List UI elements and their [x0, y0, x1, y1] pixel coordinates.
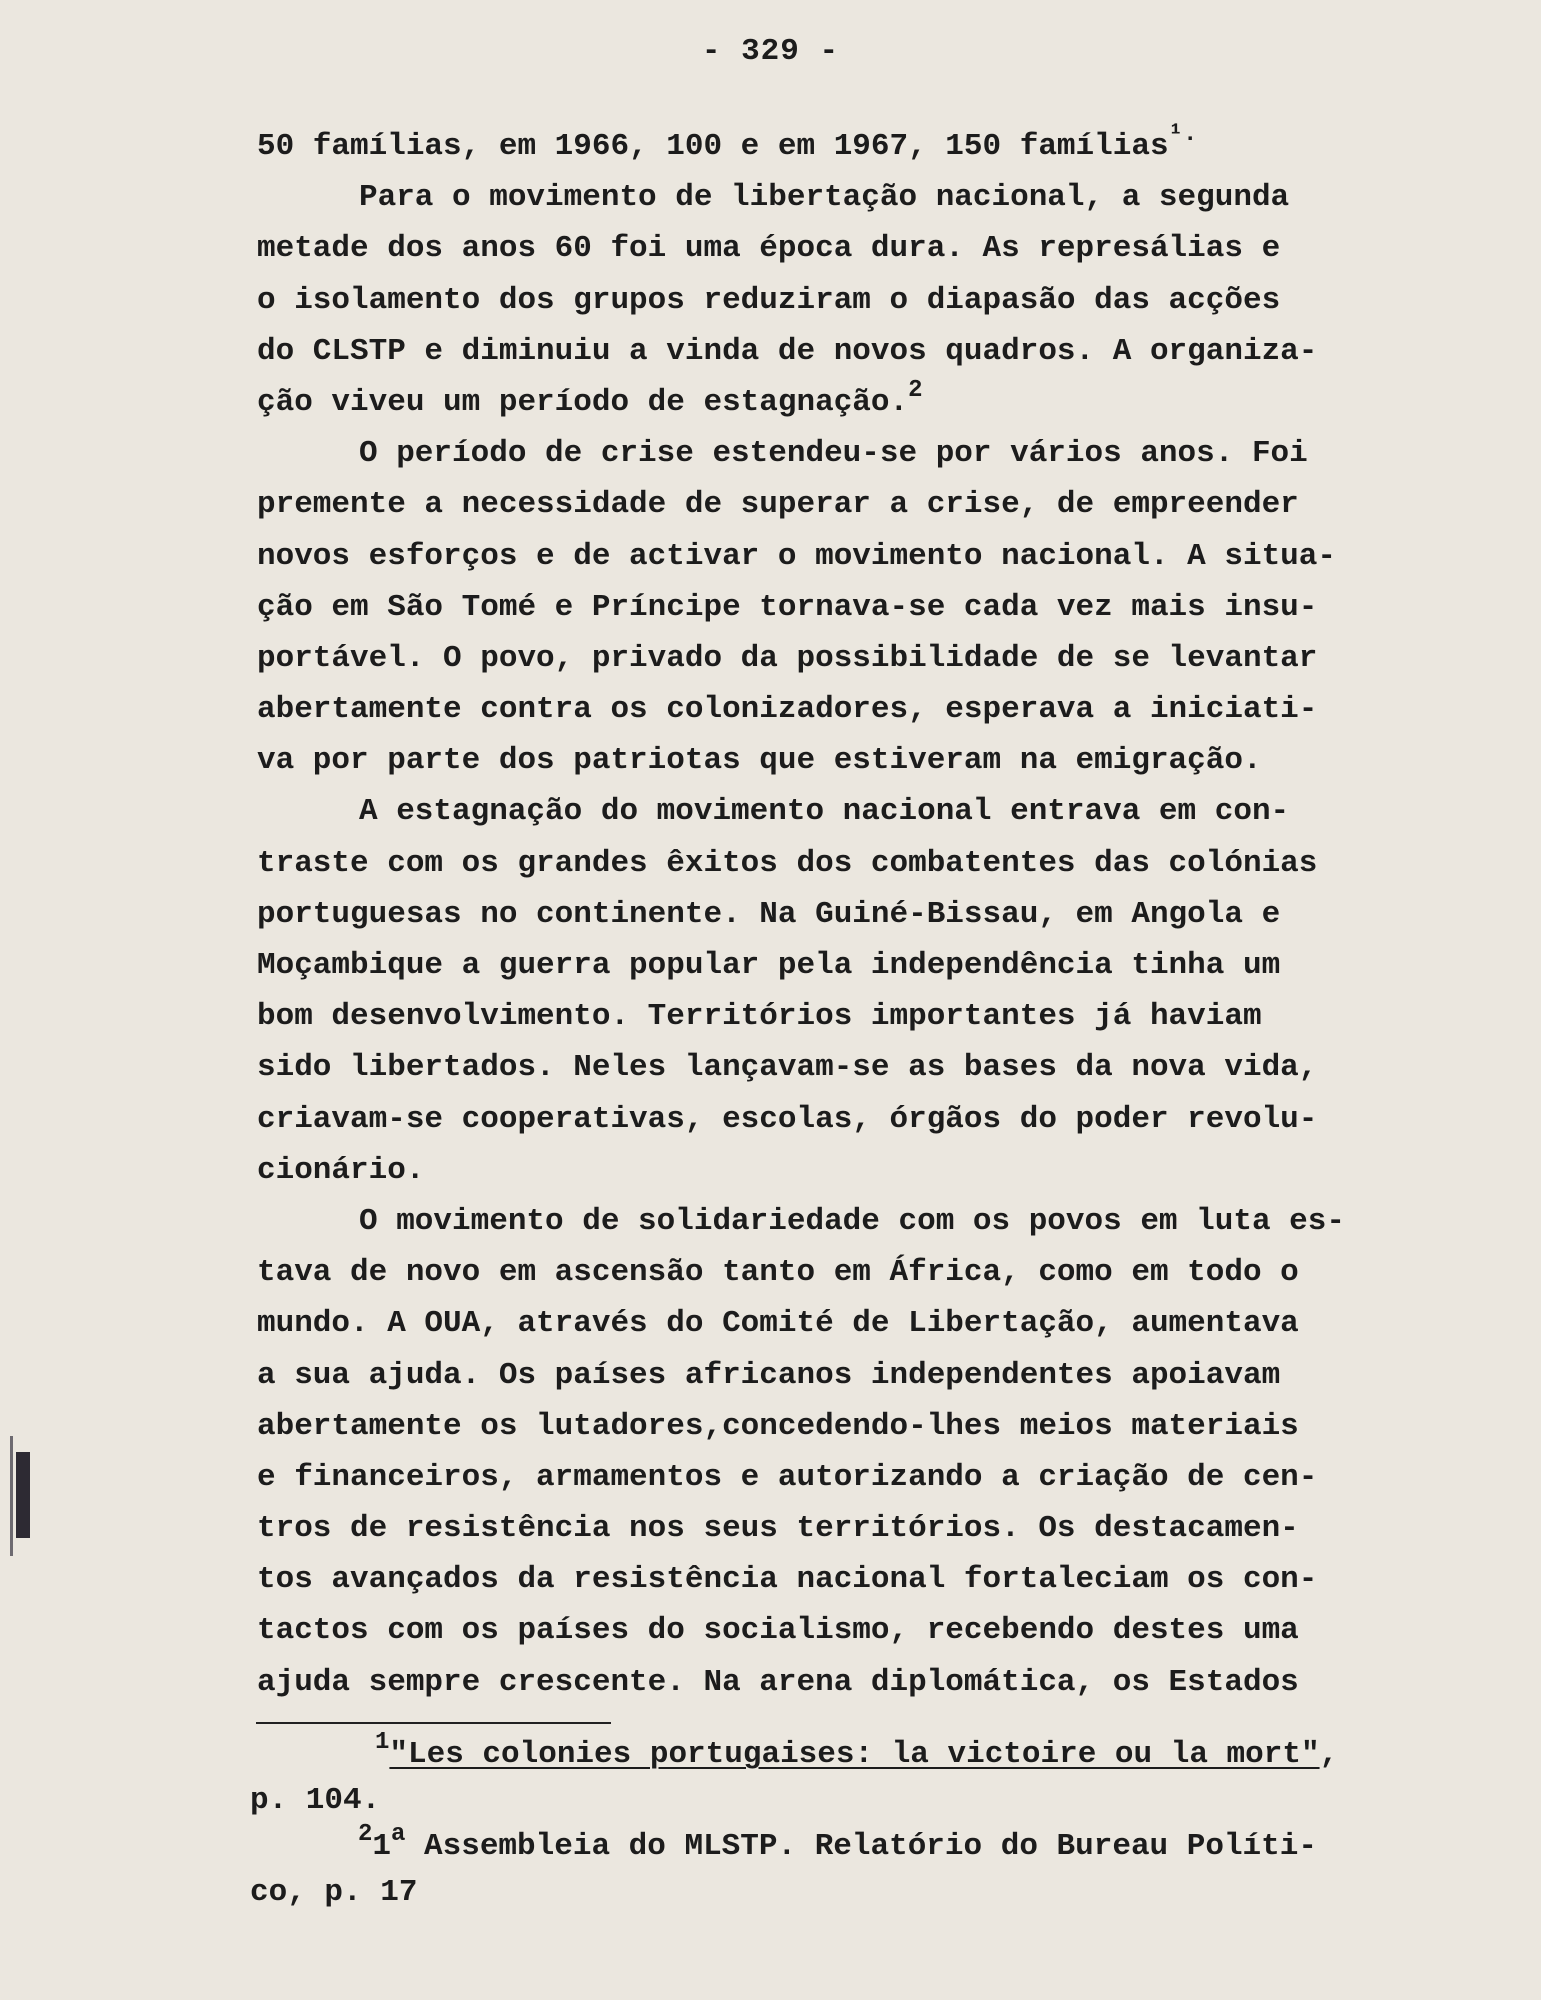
paragraph-2-line-3: o isolamento dos grupos reduziram o diapasão das acções	[257, 282, 1281, 318]
footnote-1-marker: 1	[375, 1729, 390, 1756]
paragraph-3-line-4: ção em São Tomé e Príncipe tornava-se cada vez mais insu-	[257, 589, 1318, 625]
footnote-2-marker: 2	[358, 1821, 373, 1848]
paragraph-2-line-1: Para o movimento de libertação nacional, a segunda	[359, 180, 1290, 216]
footnotes	[250, 1729, 1470, 1916]
paragraph-4-line-7: criavam-se cooperativas, escolas, órgãos do poder revolu-	[257, 1101, 1318, 1137]
footnote-2-ordinal: 1	[372, 1829, 392, 1864]
binding-mark	[10, 1436, 13, 1556]
paragraph-2-line-2: metade dos anos 60 foi uma época dura. As represálias e	[257, 231, 1281, 267]
paragraph-3-line-2: premente a necessidade de superar a crise, de empreender	[257, 487, 1299, 523]
paragraph-4-line-4: Moçambique a guerra popular pela independência tinha um	[257, 948, 1281, 983]
binding-tab-mark	[16, 1452, 30, 1538]
paragraph-5-line-4: a sua ajuda. Os países africanos independentes apoiavam	[257, 1357, 1281, 1393]
paragraph-5-line-1: O movimento de solidariedade com os povos em luta es-	[359, 1203, 1345, 1239]
paragraph-2-line-4: do CLSTP e diminuiu a vinda de novos quadros. A organiza-	[257, 333, 1318, 369]
text-span: ção viveu um período de estagnação.	[257, 384, 909, 420]
page-number: - 329 -	[701, 34, 840, 69]
paragraph-4-line-8: cionário.	[257, 1152, 425, 1188]
paragraph-5-line-8: tos avançados da resistência nacional fortaleciam os con-	[257, 1562, 1318, 1598]
footnote-2-continuation: co, p. 17	[250, 1875, 418, 1910]
text-span: 50 famílias, em 1966, 100 e em 1967, 150 famílias	[257, 129, 1169, 164]
footnote-1	[250, 1729, 1470, 1778]
paragraph-3-line-3: novos esforços e de activar o movimento nacional. A situa-	[257, 538, 1336, 574]
footnote-1-trail: ,	[1319, 1737, 1339, 1772]
paragraph-5-line-6: e financeiros, armamentos e autorizando a criação de cen-	[257, 1459, 1318, 1495]
footnote-ref-2: 2	[908, 376, 923, 404]
paragraph-2-line-5	[257, 377, 1477, 428]
footnote-2-ordinal-sup: a	[391, 1821, 406, 1848]
paragraph-3-line-1: O período de crise estendeu-se por vários anos. Foi	[359, 436, 1308, 472]
paragraph-4-line-5: bom desenvolvimento. Territórios importantes já haviam	[257, 999, 1262, 1035]
footnote-1-continuation: p. 104.	[250, 1783, 381, 1818]
footnote-2	[250, 1821, 1470, 1870]
paragraph-1-line-1	[257, 121, 1477, 172]
body-text	[257, 121, 1477, 1708]
paragraph-3-line-7: va por parte dos patriotas que estiveram na emigração.	[257, 743, 1262, 779]
paragraph-5-line-5: abertamente os lutadores,concedendo-lhes meios materiais	[257, 1408, 1299, 1444]
paragraph-5-line-3: mundo. A OUA, através do Comité de Libertação, aumentava	[257, 1306, 1299, 1342]
paragraph-5-line-10: ajuda sempre crescente. Na arena diplomática, os Estados	[257, 1664, 1299, 1700]
paragraph-4-line-6: sido libertados. Neles lançavam-se as bases da nova vida,	[257, 1050, 1318, 1086]
paragraph-3-line-5: portável. O povo, privado da possibilidade de se levantar	[257, 640, 1318, 676]
paragraph-4-line-1: A estagnação do movimento nacional entrava em con-	[359, 794, 1290, 830]
footnote-2-text: Assembleia do MLSTP. Relatório do Bureau Políti-	[405, 1829, 1317, 1864]
footnote-1-title: "Les colonies portugaises: la victoire ou la mort"	[389, 1737, 1320, 1772]
paragraph-4-line-3: portuguesas no continente. Na Guiné-Bissau, em Angola e	[257, 896, 1281, 932]
paragraph-4-line-2: traste com os grandes êxitos dos combatentes das colónias	[257, 845, 1318, 881]
paragraph-5-line-9: tactos com os países do socialismo, recebendo destes uma	[257, 1613, 1299, 1649]
paragraph-3-line-6: abertamente contra os colonizadores, esperava a iniciati-	[257, 692, 1318, 728]
paragraph-5-line-2: tava de novo em ascensão tanto em África, como em todo o	[257, 1255, 1299, 1291]
paragraph-5-line-7: tros de resistência nos seus territórios. Os destacamen-	[257, 1511, 1299, 1547]
footnote-ref-1: ¹.	[1168, 121, 1198, 148]
footnote-separator	[256, 1722, 611, 1724]
